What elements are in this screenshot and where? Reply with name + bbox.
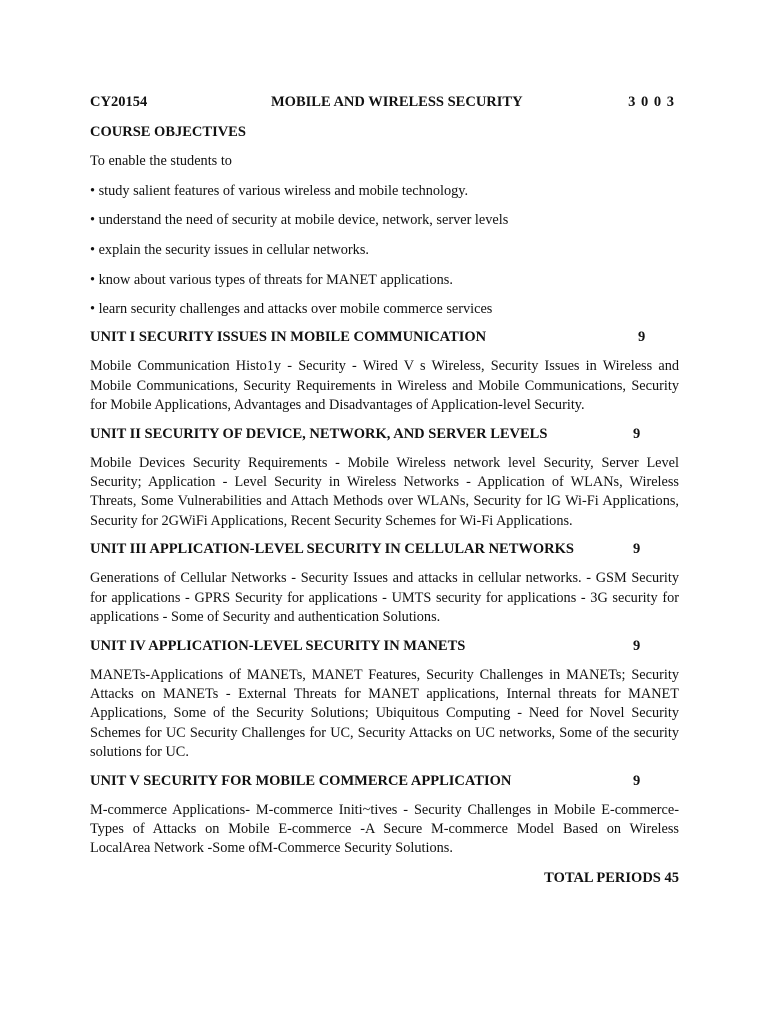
unit-heading (90, 424, 679, 444)
objective-item: • study salient features of various wireless and mobile technology. (90, 182, 469, 199)
unit-title: UNIT IV APPLICATION-LEVEL SECURITY IN MANETS (90, 637, 466, 654)
course-code: CY20154 (90, 94, 148, 110)
unit-content: Mobile Communication Histo1y - Security - Wired V s Wireless, Security Issues in Wireless and Mobile Communications, Security Requirements in Wireless and Mobile Communications, Security for Mobile Applications, Advantages and Disadvantages of Application-level Security. (90, 358, 679, 414)
total-periods: TOTAL PERIODS 45 (544, 869, 679, 886)
unit-heading (90, 636, 679, 656)
unit-content: MANETs-Applications of MANETs, MANET Features, Security Challenges in MANETs; Security Attacks on MANETs - External Threats for MANET applications, Internal threats for MANET Applications, Some of the Security Solutions; Ubiquitous Computing - Need for Novel Security Schemes for UC Security Challenges for UC, Security Attacks on UC networks, Some of the security solutions for UC. (90, 666, 679, 761)
course-credits: 3 0 0 3 (628, 94, 675, 110)
unit-content: Generations of Cellular Networks - Security Issues and attacks in cellular networks. - GSM Security for applications - GPRS Security for applications - UMTS security for applications - 3G security for applications - Some of Security and authentication Solutions. (90, 570, 679, 626)
objective-item: • learn security challenges and attacks over mobile commerce services (90, 301, 493, 318)
unit-5 (90, 771, 679, 859)
unit-hours: 9 (633, 425, 641, 442)
unit-heading (90, 771, 679, 791)
unit-hours: 9 (633, 772, 641, 789)
objective-item: • understand the need of security at mobile device, network, server levels (90, 212, 509, 229)
unit-hours: 9 (633, 541, 641, 558)
objectives-heading: COURSE OBJECTIVES (90, 124, 246, 140)
unit-title: UNIT II SECURITY OF DEVICE, NETWORK, AND SERVER LEVELS (90, 425, 548, 442)
unit-title: UNIT V SECURITY FOR MOBILE COMMERCE APPLICATION (90, 772, 512, 789)
objectives-list (90, 181, 679, 320)
syllabus-page (90, 91, 679, 888)
unit-1 (90, 327, 679, 415)
objective-item: • know about various types of threats for MANET applications. (90, 271, 453, 288)
unit-heading (90, 539, 679, 559)
unit-hours: 9 (633, 637, 641, 654)
unit-heading (90, 327, 679, 347)
unit-title: UNIT III APPLICATION-LEVEL SECURITY IN CELLULAR NETWORKS (90, 541, 574, 558)
unit-3 (90, 539, 679, 627)
objectives-intro: To enable the students to (90, 153, 232, 169)
unit-title: UNIT I SECURITY ISSUES IN MOBILE COMMUNICATION (90, 329, 487, 346)
course-header (90, 91, 679, 113)
unit-content: Mobile Devices Security Requirements - Mobile Wireless network level Security, Server Level Security; Application - Level Security in Wireless Networks - Application of WLANs, Wireless Threats, Some Vulnerabilities and Attach Methods over WLANs, Security for lG Wi-Fi Applications, Security for 2GWiFi Applications, Recent Security Schemes for Wi-Fi Applications. (90, 454, 679, 529)
unit-4 (90, 636, 679, 763)
unit-hours: 9 (638, 329, 646, 346)
unit-content: M-commerce Applications- M-commerce Initi~tives - Security Challenges in Mobile E-commerce- Types of Attacks on Mobile E-commerce -A Secure M-commerce Model Based on Wireless LocalArea Network -Some ofM-Commerce Security Solutions. (90, 801, 679, 857)
objective-item: • explain the security issues in cellular networks. (90, 242, 369, 259)
unit-2 (90, 424, 679, 532)
course-title: MOBILE AND WIRELESS SECURITY (271, 94, 523, 110)
